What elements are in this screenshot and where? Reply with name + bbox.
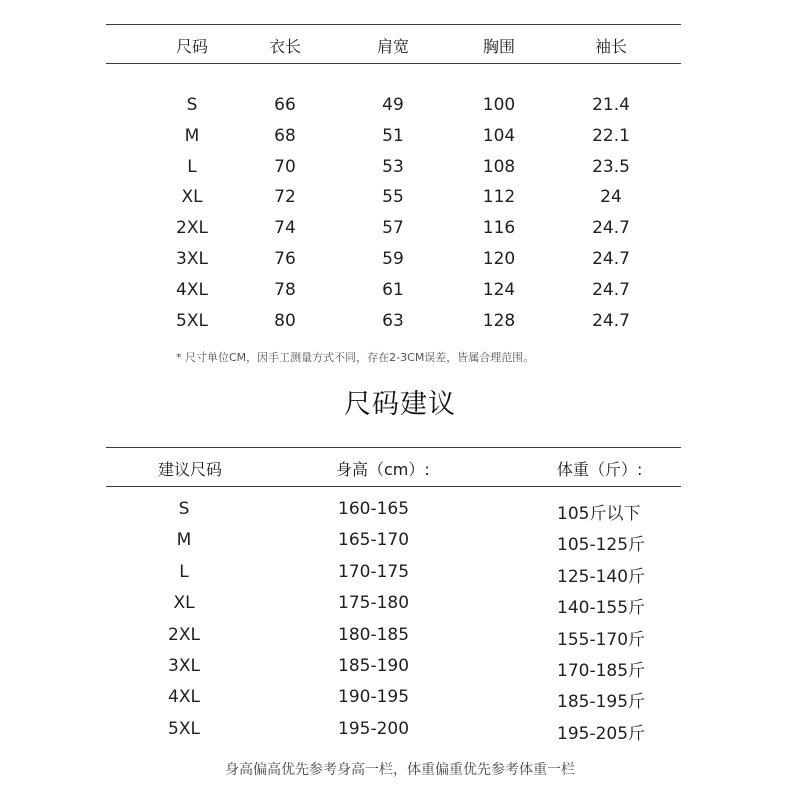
size-cell: 53 <box>382 156 404 177</box>
size-cell: 2XL <box>176 218 208 239</box>
size-header-cell: 胸围 <box>482 37 516 56</box>
size-cell: 112 <box>482 187 516 208</box>
size-cell: 24.7 <box>592 279 630 300</box>
recommend-height-cell: 185-190 <box>338 656 410 676</box>
recommend-height-cell: 180-185 <box>338 624 410 645</box>
size-cell: 51 <box>382 125 404 146</box>
recommend-size-cell: L <box>179 561 189 582</box>
recommend-size-cell: S <box>178 499 190 519</box>
size-cell: 74 <box>274 218 296 239</box>
size-table-header-rule <box>106 63 681 64</box>
measurement-note: * 尺寸单位CM，因手工测量方式不同，存在2-3CM误差，皆属合理范围。 <box>176 351 535 364</box>
size-cell: 72 <box>274 187 296 208</box>
recommend-weight-cell: 185-195斤 <box>557 692 646 713</box>
recommend-weight-cell: 105斤以下 <box>557 504 641 524</box>
size-cell: 61 <box>382 279 404 300</box>
recommend-footer-note: 身高偏高优先参考身高一栏，体重偏重优先参考体重一栏 <box>225 762 575 778</box>
size-header-cell: 衣长 <box>268 37 302 56</box>
recommend-size-cell: 4XL <box>168 687 200 708</box>
recommend-height-cell: 160-165 <box>338 499 410 519</box>
size-cell: 22.1 <box>592 125 630 146</box>
size-cell: XL <box>181 187 203 208</box>
recommend-weight-cell: 155-170斤 <box>557 629 646 650</box>
recommend-height-cell: 170-175 <box>338 561 410 582</box>
recommend-header-cell: 建议尺码 <box>158 460 223 479</box>
size-cell: 59 <box>382 249 404 269</box>
size-cell: 124 <box>482 279 516 300</box>
size-header-cell: 肩宽 <box>376 37 410 56</box>
recommend-height-cell: 190-195 <box>338 687 410 708</box>
size-cell: 24 <box>600 187 622 208</box>
size-cell: 5XL <box>176 310 208 331</box>
recommend-height-cell: 175-180 <box>338 593 410 614</box>
size-table-top-rule <box>106 24 681 25</box>
size-cell: 49 <box>382 95 404 115</box>
recommend-height-cell: 195-200 <box>338 718 410 739</box>
recommend-size-cell: M <box>176 530 192 551</box>
recommend-height-cell: 165-170 <box>338 530 410 551</box>
size-cell: 116 <box>482 218 516 239</box>
size-cell: 57 <box>382 218 404 239</box>
size-cell: 108 <box>482 156 516 177</box>
recommend-table-top-rule <box>106 447 681 448</box>
recommend-title: 尺码建议 <box>344 389 456 420</box>
size-cell: 80 <box>274 310 296 331</box>
size-cell: 63 <box>382 310 404 331</box>
recommend-size-cell: 5XL <box>168 718 200 739</box>
size-cell: 120 <box>482 249 516 269</box>
size-cell: 128 <box>482 310 516 331</box>
size-cell: 78 <box>274 279 296 300</box>
recommend-weight-cell: 140-155斤 <box>557 598 646 619</box>
size-cell: L <box>187 156 197 177</box>
size-cell: M <box>184 125 200 146</box>
size-cell: 70 <box>274 156 296 177</box>
size-cell: 24.7 <box>592 218 630 239</box>
recommend-size-cell: 3XL <box>168 656 200 676</box>
recommend-weight-cell: 105-125斤 <box>557 535 646 556</box>
recommend-weight-cell: 195-205斤 <box>557 723 646 744</box>
size-cell: 68 <box>274 125 296 146</box>
recommend-size-cell: XL <box>173 593 195 614</box>
size-cell: 66 <box>274 95 296 115</box>
recommend-size-cell: 2XL <box>168 624 200 645</box>
recommend-header-cell: 身高（cm）: <box>336 460 430 479</box>
size-cell: 55 <box>382 187 404 208</box>
size-cell: 23.5 <box>592 156 630 177</box>
size-cell: 3XL <box>176 249 208 269</box>
size-cell: 24.7 <box>592 310 630 331</box>
recommend-weight-cell: 170-185斤 <box>557 661 646 681</box>
recommend-header-cell: 体重（斤）: <box>557 460 643 479</box>
size-cell: 24.7 <box>592 249 630 269</box>
size-header-cell: 袖长 <box>594 37 628 56</box>
size-cell: 100 <box>482 95 516 115</box>
recommend-weight-cell: 125-140斤 <box>557 566 646 587</box>
recommend-table-header-rule <box>106 486 681 487</box>
size-cell: 4XL <box>176 279 208 300</box>
size-cell: 76 <box>274 249 296 269</box>
size-cell: 21.4 <box>592 95 630 115</box>
size-cell: 104 <box>482 125 516 146</box>
size-cell: S <box>186 95 198 115</box>
size-header-cell: 尺码 <box>175 37 209 56</box>
